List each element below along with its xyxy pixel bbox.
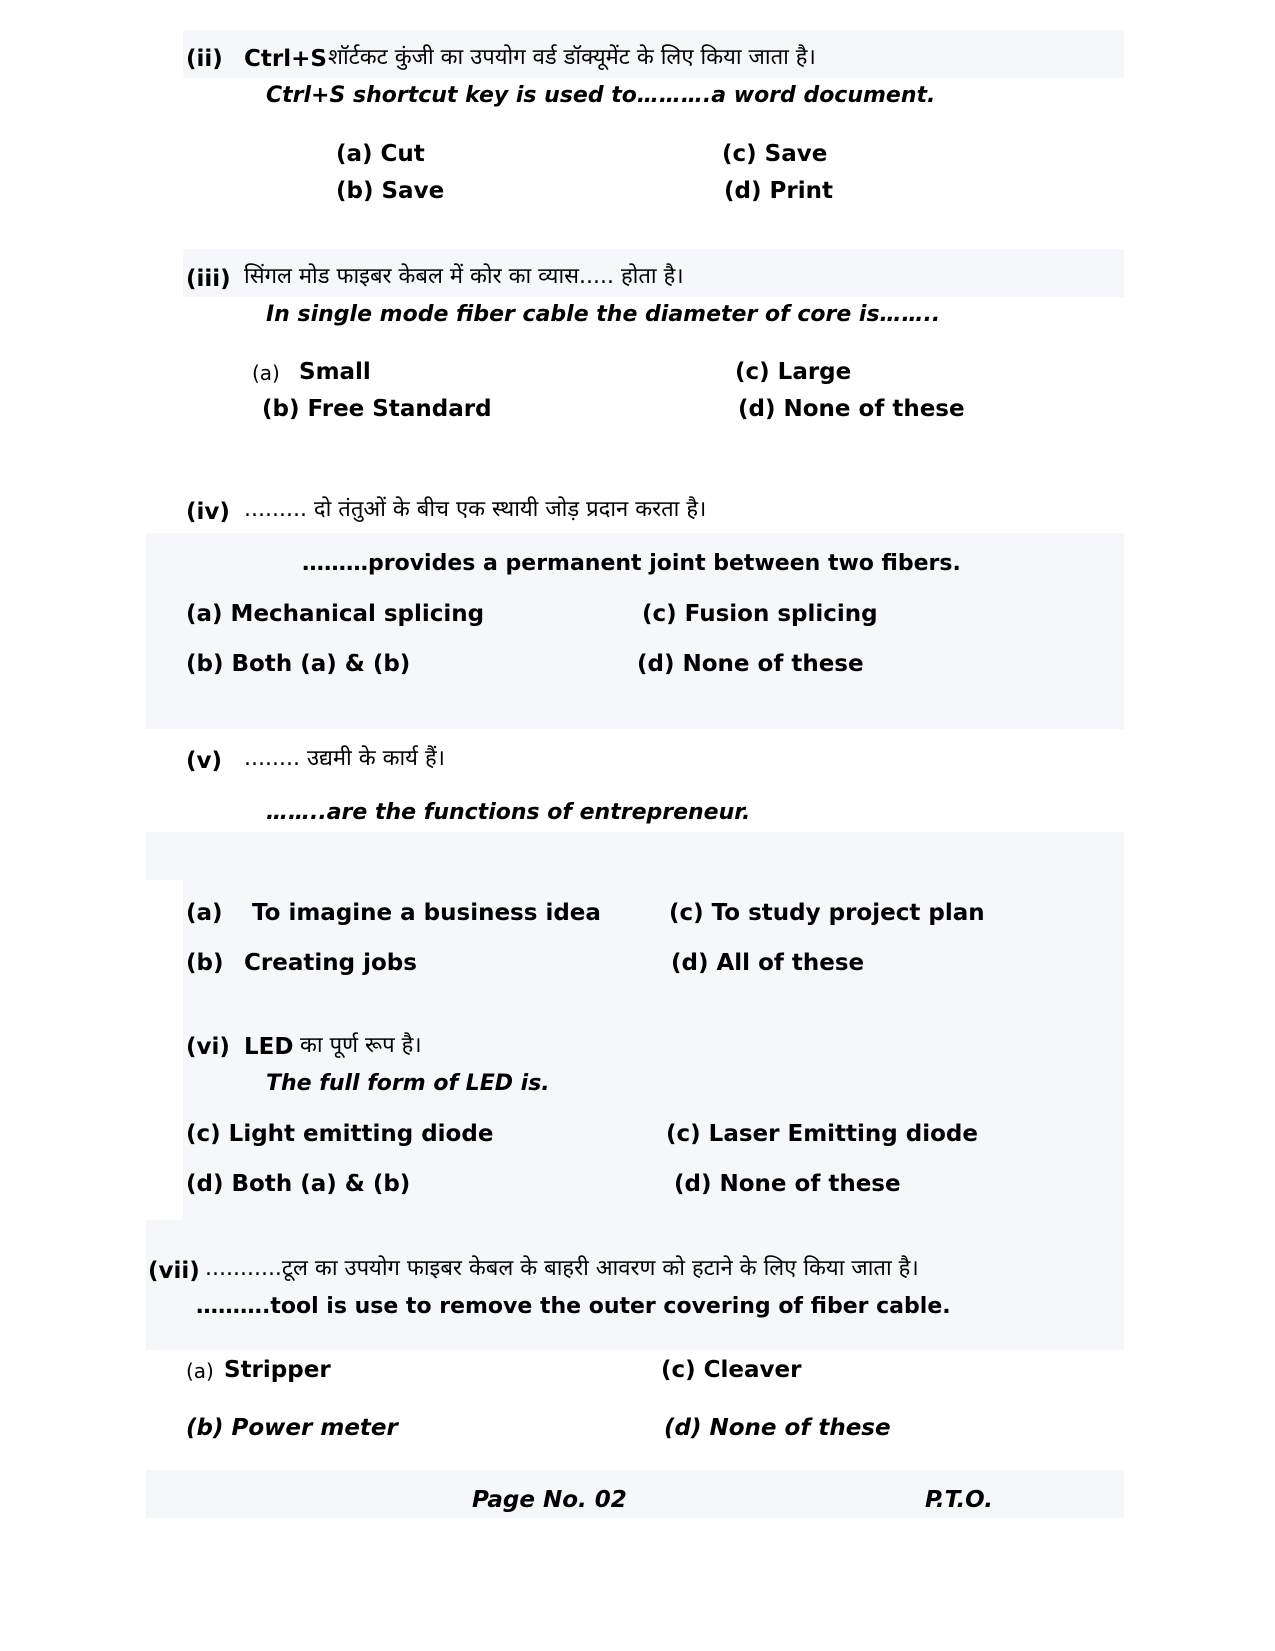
question-hindi-prefix: Ctrl+S (244, 46, 327, 72)
option-b: (b) Save (336, 178, 445, 204)
option-b: (b) Power meter (186, 1415, 398, 1441)
question-english: The full form of LED is. (266, 1071, 550, 1096)
option-d: (d) Print (724, 178, 833, 204)
question-english: Ctrl+S shortcut key is used to……….a word document. (266, 83, 936, 108)
question-english: ……..are the functions of entrepreneur. (266, 800, 751, 825)
option-d: (d) None of these (674, 1171, 901, 1197)
option-a-label: (a) (252, 361, 280, 385)
option-b: (d) Both (a) & (b) (186, 1171, 411, 1197)
question-number: (v) (186, 748, 223, 774)
question-number: (vi) (186, 1034, 230, 1060)
option-b: Creating jobs (244, 950, 417, 976)
pto-label: P.T.O. (925, 1487, 993, 1513)
option-d: (d) All of these (671, 950, 865, 976)
option-a: Small (299, 359, 371, 385)
option-c: (c) Save (722, 141, 828, 167)
question-number: (iv) (186, 499, 230, 525)
option-c: (c) Large (735, 359, 852, 385)
question-number: (vii) (148, 1258, 200, 1284)
page-number: Page No. 02 (472, 1487, 627, 1513)
question-hindi-prefix: LED (244, 1034, 294, 1060)
option-a: (c) Light emitting diode (186, 1121, 494, 1147)
option-a: To imagine a business idea (252, 900, 601, 926)
option-a: (a) Mechanical splicing (186, 601, 485, 627)
option-b: (b) Free Standard (262, 396, 492, 422)
shade-band (146, 832, 1124, 880)
question-english: ………provides a permanent joint between two fibers. (302, 551, 961, 576)
option-c: (c) Fusion splicing (642, 601, 878, 627)
option-c: (c) To study project plan (669, 900, 985, 926)
question-number: (iii) (186, 266, 231, 292)
option-b: (b) Both (a) & (b) (186, 651, 411, 677)
question-hindi: ...........टूल का उपयोग फाइबर केबल के बाहरी आवरण को हटाने के लिए किया जाता है। (205, 1256, 919, 1281)
question-english: In single mode fiber cable the diameter of core is…….. (266, 302, 941, 327)
question-hindi: ........ उद्यमी के कार्य हैं। (244, 746, 445, 771)
option-a-label: (a) (186, 900, 223, 926)
question-hindi: का पूर्ण रूप है। (300, 1033, 422, 1058)
option-d: (d) None of these (738, 396, 965, 422)
option-b-label: (b) (186, 950, 224, 976)
question-english: ……….tool is use to remove the outer covering of fiber cable. (196, 1294, 951, 1319)
question-number: (ii) (186, 46, 223, 72)
question-hindi: सिंगल मोड फाइबर केबल में कोर का व्यास..... होता है। (244, 264, 684, 289)
option-d: (d) None of these (664, 1415, 891, 1441)
question-hindi: ......... दो तंतुओं के बीच एक स्थायी जोड़ प्रदान करता है। (244, 497, 707, 522)
option-c: (c) Cleaver (661, 1357, 802, 1383)
option-a-label: (a) (186, 1359, 214, 1383)
option-a: (a) Cut (336, 141, 425, 167)
option-a: Stripper (224, 1357, 331, 1383)
shade-band (146, 1220, 1124, 1350)
question-hindi: शॉर्टकट कुंजी का उपयोग वर्ड डॉक्यूमेंट के लिए किया जाता है। (328, 45, 816, 70)
option-d: (d) None of these (637, 651, 864, 677)
option-c: (c) Laser Emitting diode (666, 1121, 978, 1147)
